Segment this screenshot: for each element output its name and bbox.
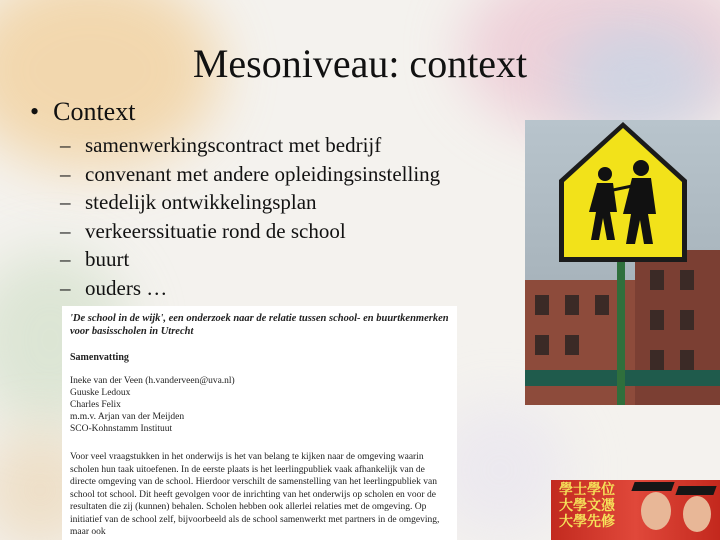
sub-bullet-list [60, 131, 440, 302]
school-crossing-sign-icon [553, 120, 693, 270]
document-excerpt [62, 306, 457, 540]
author-line: SCO-Kohnstamm Instituut [70, 424, 173, 434]
sub-bullet-item: – stedelijk ontwikkelingsplan [60, 190, 317, 214]
graduation-cap-icon [631, 482, 674, 491]
graduation-cap-icon [675, 486, 716, 495]
sub-bullet-item: – convenant met andere opleidingsinstelling [60, 161, 441, 186]
document-heading: Samenvatting [70, 352, 129, 363]
main-bullet-text: Context [53, 97, 136, 126]
sub-bullet-item: – samenwerkingscontract met bedrijf [60, 133, 382, 157]
person-face [641, 492, 671, 530]
document-authors [70, 375, 449, 435]
main-bullet [30, 97, 135, 127]
graduation-poster-photo [551, 480, 720, 540]
poster-text: 學士學位 大學文憑 大學先修 [559, 482, 615, 530]
author-line: Charles Felix [70, 400, 121, 410]
author-line: Ineke van der Veen (h.vanderveen@uva.nl) [70, 376, 235, 386]
sub-bullet-item: – verkeerssituatie rond de school [60, 218, 346, 243]
person-face [683, 496, 711, 532]
sub-bullet-item: – buurt [60, 247, 130, 271]
author-line: m.m.v. Arjan van der Meijden [70, 412, 185, 422]
bullet-marker: • [30, 97, 40, 126]
sub-bullet-item: – ouders … [60, 275, 168, 300]
document-body: Voor veel vraagstukken in het onderwijs is het van belang te kijken naar de omgeving waarin scholen hun taak uitoefenen. In de eerste plaats is het leerlingpubliek vaak afhankelijk van de directe omgeving van de school. Hierdoor verschilt de samenstelling van het leerlingpubliek van school tot school. Dit heeft gevolgen voor de inrichting van het onderwijs op scholen en voor de resultaten die zij (kunnen) behalen. Scholen hebben ook allerlei relaties met de omgeving. Op initiatief van de school zelf, bijvoorbeeld als de school samenwerkt met partners in de omgeving, maar ook [70, 452, 440, 537]
author-line: Guuske Ledoux [70, 388, 131, 398]
slide-title: Mesoniveau: context [192, 41, 528, 86]
sign-pole [617, 260, 625, 405]
document-title: 'De school in de wijk', een onderzoek naar de relatie tussen school- en buurtkenmerken voor basisscholen in Utrecht [70, 313, 449, 337]
school-crossing-photo [525, 120, 720, 405]
